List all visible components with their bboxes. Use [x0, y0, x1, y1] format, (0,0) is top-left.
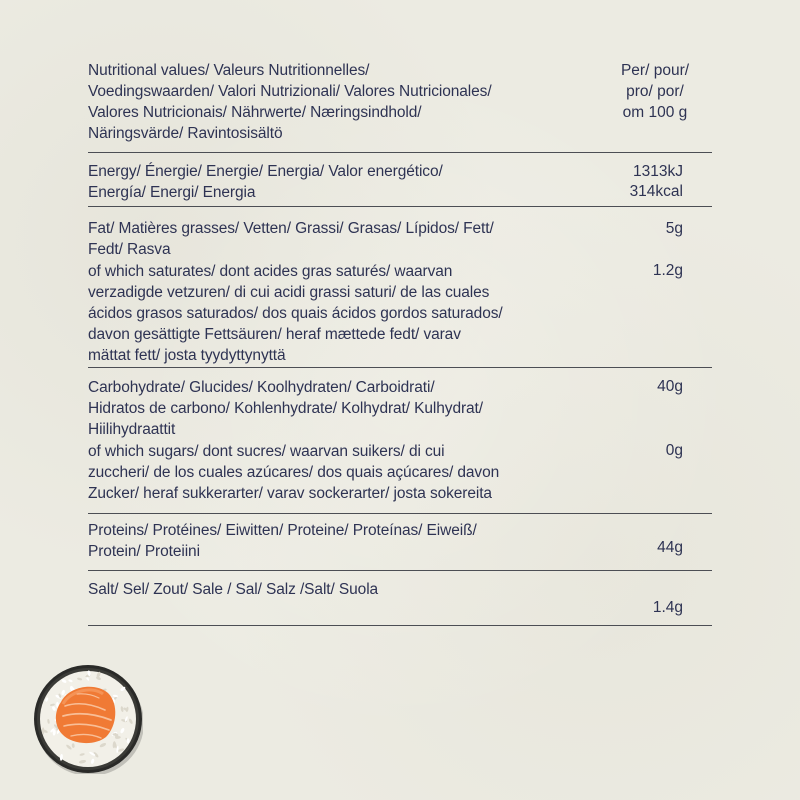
carbohydrate-value: 40g [657, 378, 683, 395]
sugars-label-line: of which sugars/ dont sucres/ waarvan suikers/ di cui [88, 443, 445, 460]
salt-label [88, 579, 378, 600]
fat-value: 5g [665, 220, 683, 237]
energy-label-line: Energy/ Énergie/ Energie/ Energia/ Valor energético/ [88, 163, 443, 180]
saturates-label-line: ácidos grasos saturados/ dos quais ácidos gordos saturados/ [88, 305, 503, 322]
saturates-label-line: davon gesättigte Fettsäuren/ heraf mættede fedt/ varav [88, 326, 461, 343]
rice-grain [42, 727, 44, 734]
energy-label-line: Energía/ Energi/ Energia [88, 184, 256, 201]
protein-label [88, 520, 477, 562]
protein-label-line: Proteins/ Protéines/ Eiwitten/ Proteine/ Proteínas/ Eiweiß/ [88, 522, 477, 539]
header-title-line: Valores Nutricionais/ Nährwerte/ Næringsindhold/ [88, 104, 422, 121]
fat-label-line: Fedt/ Rasva [88, 241, 171, 258]
per-line: pro/ por/ [626, 83, 684, 100]
sugars-value: 0g [665, 442, 683, 459]
saturates-value: 1.2g [652, 262, 683, 279]
fat-label-line: Fat/ Matières grasses/ Vetten/ Grassi/ Grasas/ Lípidos/ Fett/ [88, 220, 494, 237]
protein-value: 44g [657, 539, 683, 556]
protein-label-line: Protein/ Proteiini [88, 543, 200, 560]
divider [88, 570, 712, 571]
saturates-label [88, 261, 503, 366]
header-title-line: Voedingswaarden/ Valori Nutrizionali/ Valores Nutricionales/ [88, 83, 492, 100]
sugars-label-line: zuccheri/ de los cuales azúcares/ dos quais açúcares/ davon [88, 464, 500, 481]
header-title-line: Nutritional values/ Valeurs Nutritionnelles/ [88, 62, 370, 79]
sugars-label-line: Zucker/ heraf sukkerarter/ varav sockerarter/ josta sokereita [88, 485, 492, 502]
saturates-label-line: verzadigde vetzuren/ di cui acidi grassi saturi/ de las cuales [88, 284, 490, 301]
carbohydrate-label-line: Hiilihydraattit [88, 421, 176, 438]
divider [88, 152, 712, 153]
salt-value: 1.4g [652, 599, 683, 616]
fat-label [88, 218, 494, 260]
per-100g-header [608, 60, 702, 123]
per-line: Per/ pour/ [620, 62, 690, 79]
divider [88, 513, 712, 514]
carbohydrate-label [88, 377, 483, 440]
saturates-label-line: mättat fett/ josta tyydyttynyttä [88, 347, 286, 364]
energy-label [88, 161, 443, 203]
sugars-label [88, 441, 499, 504]
sushi-roll-image [33, 664, 143, 774]
divider [88, 625, 712, 626]
energy-kj-value: 1313kJ [633, 163, 683, 180]
divider [88, 367, 712, 368]
salt-label-line: Salt/ Sel/ Zout/ Sale / Sal/ Salz /Salt/ Suola [88, 581, 379, 598]
energy-values [573, 161, 683, 201]
per-line: om 100 g [622, 104, 688, 121]
energy-kcal-value: 314kcal [629, 183, 683, 200]
header-title-line: Näringsvärde/ Ravintosisältö [88, 125, 283, 142]
saturates-label-line: of which saturates/ dont acides gras saturés/ waarvan [88, 263, 453, 280]
carbohydrate-label-line: Carbohydrate/ Glucides/ Koolhydraten/ Carboidrati/ [88, 379, 435, 396]
carbohydrate-label-line: Hidratos de carbono/ Kohlenhydrate/ Kolhydrat/ Kulhydrat/ [88, 400, 483, 417]
header-title [88, 60, 492, 144]
divider [88, 206, 712, 207]
